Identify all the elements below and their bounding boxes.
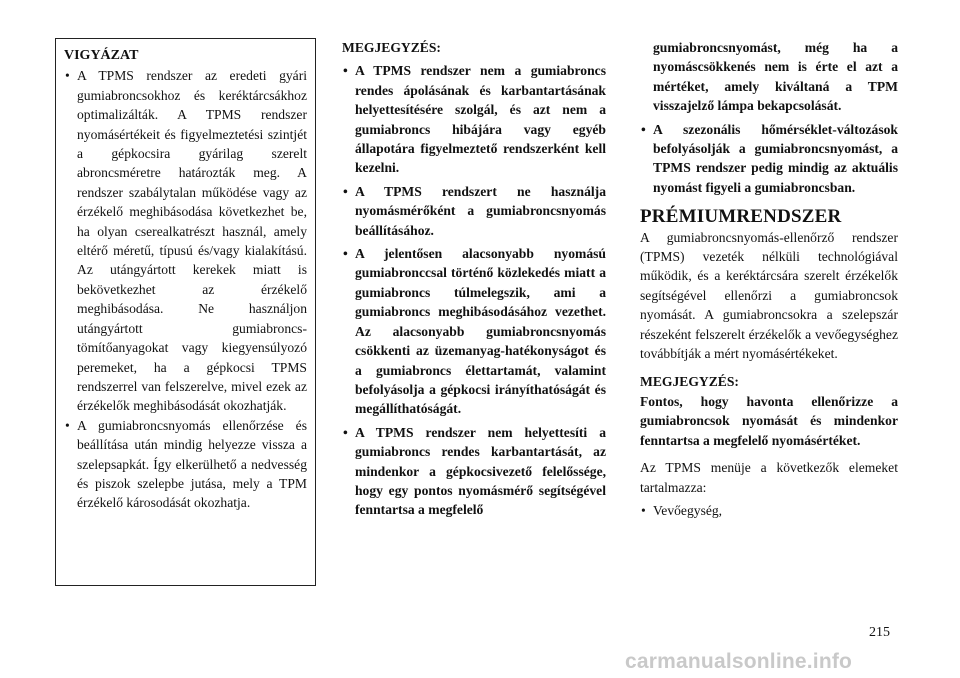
menu-item: • Vevőegység,	[640, 501, 898, 520]
page-number: 215	[869, 625, 890, 640]
note-item: • A szezonális hőmérséklet-változások befolyásolják a gumiabroncsnyomást, a TPMS rendszer pedig mindig az aktuális nyomást figyeli a gumiabroncsban.	[640, 120, 898, 198]
menu-intro: Az TPMS menüje a következők elemeket tartalmazza:	[640, 460, 898, 495]
right-column	[640, 38, 898, 520]
section-title: PRÉMIUMRENDSZER	[640, 206, 842, 228]
note-list	[342, 61, 606, 519]
note-title-2: MEGJEGYZÉS:	[640, 373, 739, 389]
section-text: A gumiabroncsnyomás-ellenőrző rendszer (TPMS) vezeték nélküli technológiával működik, és a keréktárcsára szerelt érzékelők segítségével ellenőrzi a gumiabroncsok nyomását. A gumiabroncsokra a szelepszár részeként felszerelt érzékelők a vevőegységhez továbbítják a mért nyomásértékeket.	[640, 229, 898, 362]
menu-list	[640, 501, 898, 520]
warning-item: • A TPMS rendszer az eredeti gyári gumiabroncsokhoz és keréktárcsákhoz optimalizálták. A TPMS rendszer nyomásértékeit és figyelmeztetési szintjét a gépkocsira gyárilag szerelt abroncsméretre határozták meg. A rendszer szabálytalan működése vagy az érzékelő meghibásodása következhet be, ha olyan cserealkatrészt használ, amely eltérő méretű, típusú és/vagy kialakítású. Az utángyártott kerekek miatt is bekövetkezhet az érzékelő meghibásodása. Ne használjon utángyártott gumiabroncs-tömítőanyagokat vagy kiegyensúlyozó peremeket, ha a gépkocsi TPMS rendszerrel van felszerelve, mivel ezek az érzékelők meghibásodását okozhatják.	[64, 66, 307, 415]
note-item: • A TPMS rendszer nem helyettesíti a gumiabroncs rendes karbantartását, az mindenkor a gépkocsivezető felelőssége, hogy egy pontos nyomásmérő segítségével fenntartsa a megfelelő	[342, 423, 606, 520]
note-list-continued	[640, 120, 898, 198]
note-continuation: gumiabroncsnyomást, még ha a nyomáscsökkenés nem is érte el azt a mértéket, amely kiváltaná a TPM visszajelző lámpa bekapcsolását.	[653, 40, 898, 114]
warning-title: VIGYÁZAT	[64, 48, 139, 63]
watermark: carmanualsonline.info	[625, 650, 853, 673]
note-text: Fontos, hogy havonta ellenőrizze a gumiabroncsok nyomását és mindenkor fenntartsa a megfelelő nyomásértéket.	[640, 393, 898, 448]
note-column	[342, 38, 606, 524]
note-item: • A TPMS rendszer nem a gumiabroncs rendes ápolásának és karbantartásának helyettesítésére szolgál, és azt nem a gumiabroncs hibájára vagy egyéb állapotára figyelmeztető rendszerként kell kezelni.	[342, 61, 606, 177]
warning-box	[55, 38, 316, 586]
warning-list	[64, 66, 307, 512]
note-item: • A jelentősen alacsonyabb nyomású gumiabronccsal történő közlekedés miatt a gumiabroncs túlmelegszik, ami a gumiabroncs meghibásodásához vezethet. Az alacsonyabb gumiabroncsnyomás csökkenti az üzemanyag-hatékonyságot és a gumiabroncs élettartamát, valamint befolyásolja a gépkocsi irányíthatóságát és megállíthatóságát.	[342, 244, 606, 419]
note-title: MEGJEGYZÉS:	[342, 40, 441, 55]
note-item: • A TPMS rendszert ne használja nyomásmérőként a gumiabroncsnyomás beállításához.	[342, 182, 606, 240]
warning-item: • A gumiabroncsnyomás ellenőrzése és beállítása után mindig helyezze vissza a szelepsapkát. Így elkerülhető a nedvesség és piszok szelepbe jutása, mely a TPM érzékelő károsodását okozhatja.	[64, 416, 307, 513]
